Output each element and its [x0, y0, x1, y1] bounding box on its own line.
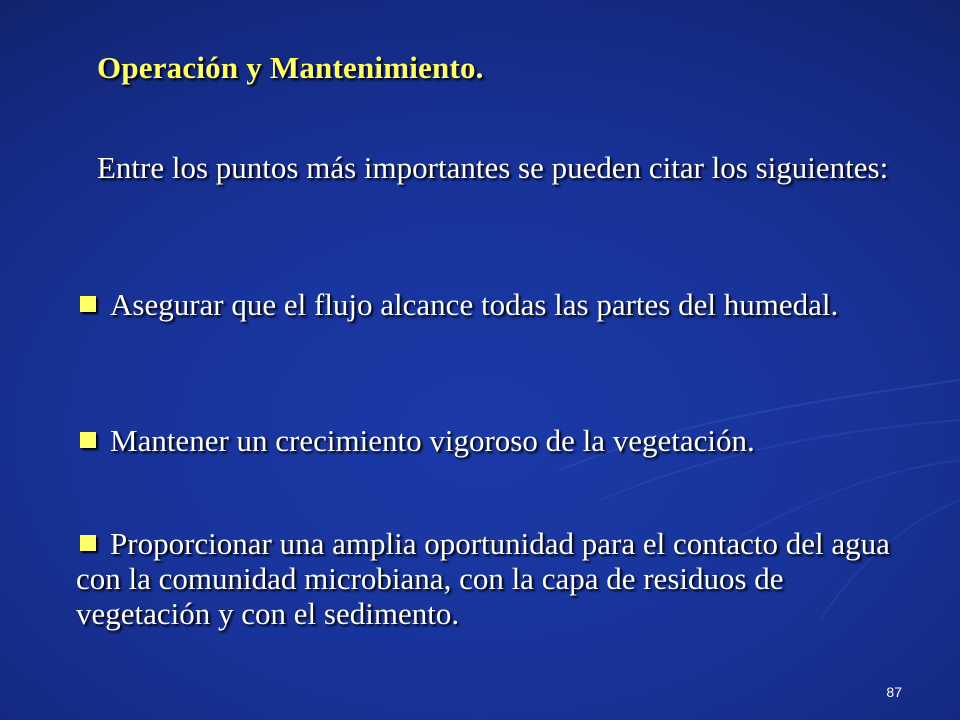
- bullet-item: [76, 423, 916, 458]
- bullet-item: [76, 287, 916, 322]
- square-bullet-icon: [80, 296, 96, 312]
- slide-title: Operación y Mantenimiento.: [97, 50, 484, 85]
- bullet-text: Asegurar que el flujo alcance todas las partes del humedal.: [110, 287, 839, 322]
- bullet-item: [76, 526, 916, 631]
- square-bullet-icon: [80, 535, 96, 551]
- bullet-text: Mantener un crecimiento vigoroso de la vegetación.: [110, 423, 755, 458]
- page-number: 87: [886, 684, 902, 700]
- intro-text: Entre los puntos más importantes se pueden citar los siguientes:: [97, 150, 889, 185]
- bullet-text: Proporcionar una amplia oportunidad para el contacto del agua con la comunidad microbiana, con la capa de residuos de vegetación y con el sedimento.: [76, 526, 890, 631]
- square-bullet-icon: [80, 432, 96, 448]
